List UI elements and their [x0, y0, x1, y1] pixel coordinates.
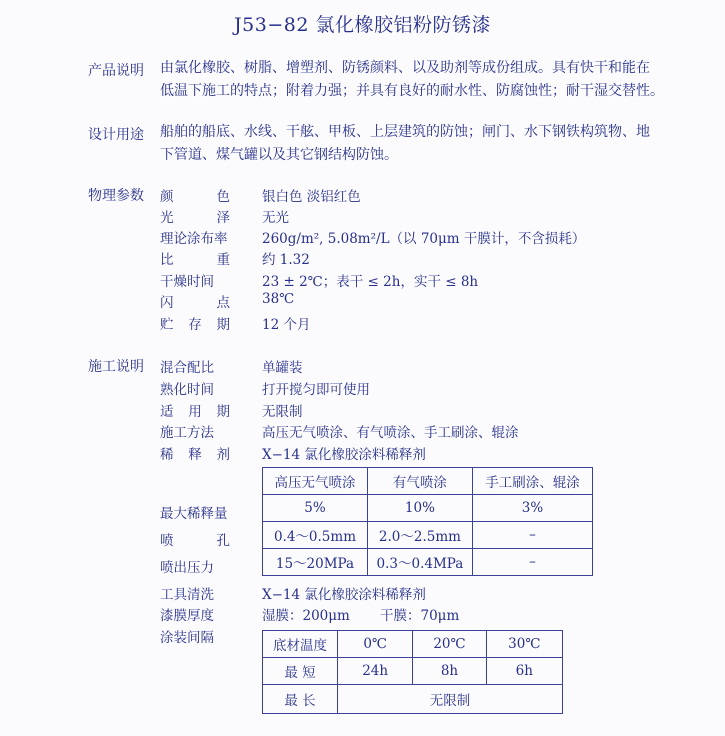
- interval-temp-0: 0℃: [338, 631, 413, 658]
- pressure-air-spray: 0.3～0.4MPa: [367, 549, 472, 576]
- app-label-tool-clean: 工具清洗: [160, 587, 214, 603]
- method-header-airless: 高压无气喷涂: [263, 468, 368, 495]
- app-value-film-wet: 湿膜：200μm: [262, 608, 350, 624]
- param-value-drying: 23 ± 2℃；表干 ≤ 2h，实干 ≤ 8h: [262, 274, 479, 290]
- app-value-induction: 打开搅匀即可使用: [262, 382, 370, 398]
- method-table-header-row: [263, 468, 593, 495]
- row-label-tip-size: 喷 孔: [160, 533, 230, 549]
- recoat-interval-table: [262, 630, 563, 714]
- interval-min-row: [263, 658, 563, 685]
- section-label-usage: 设计用途: [88, 127, 144, 143]
- method-table-row: [263, 549, 593, 576]
- app-label-film: 漆膜厚度: [160, 608, 214, 624]
- app-value-method: 高压无气喷涂、有气喷涂、手工刷涂、辊涂: [262, 425, 519, 441]
- param-value-color: 银白色 淡铝红色: [262, 189, 361, 205]
- param-label-color: 颜 色: [160, 189, 230, 205]
- interval-max-label: 最 长: [263, 685, 338, 714]
- document-title: J53−82 氯化橡胶铝粉防锈漆: [234, 14, 491, 36]
- interval-temp-30: 30℃: [486, 631, 562, 658]
- param-value-flash-point: 38℃: [262, 291, 295, 307]
- method-header-air-spray: 有气喷涂: [367, 468, 472, 495]
- interval-header-label: 底材温度: [263, 631, 338, 658]
- interval-max-row: [263, 685, 563, 714]
- interval-header-row: [263, 631, 563, 658]
- interval-min-20: 8h: [413, 658, 486, 685]
- interval-max-value: 无限制: [338, 685, 563, 714]
- usage-description: [160, 121, 665, 167]
- app-value-thinner: X−14 氯化橡胶涂料稀释剂: [262, 447, 426, 463]
- row-label-max-thinning: 最大稀释量: [160, 506, 228, 522]
- param-value-coverage: 260g/m², 5.08m²/L（以 70μm 干膜计，不含损耗）: [262, 231, 586, 247]
- app-value-tool-clean: X−14 氯化橡胶涂料稀释剂: [262, 587, 426, 603]
- section-label-physical: 物理参数: [88, 188, 144, 204]
- param-label-gloss: 光 泽: [160, 210, 230, 226]
- param-label-drying: 干燥时间: [160, 274, 214, 290]
- app-label-thinner: 稀 释 剂: [160, 447, 230, 463]
- method-header-brush-roller: 手工刷涂、辊涂: [472, 468, 592, 495]
- tip-size-airless: 0.4～0.5mm: [263, 522, 368, 549]
- product-line-2: 低温下施工的特点；附着力强；并具有良好的耐水性、防腐蚀性；耐干湿交替性。: [160, 83, 664, 99]
- param-label-density: 比 重: [160, 252, 230, 268]
- param-label-shelf-life: 贮 存 期: [160, 317, 230, 333]
- app-label-interval: 涂装间隔: [160, 630, 214, 646]
- product-line-1: 由氯化橡胶、树脂、增塑剂、防锈颜料、以及助剂等成份组成。具有快干和能在: [160, 60, 650, 76]
- section-label-application: 施工说明: [88, 359, 144, 375]
- interval-min-30: 6h: [486, 658, 562, 685]
- app-label-induction: 熟化时间: [160, 382, 214, 398]
- app-label-mix: 混合配比: [160, 360, 214, 376]
- section-label-product: 产品说明: [88, 63, 144, 79]
- param-value-shelf-life: 12 个月: [262, 317, 311, 333]
- product-description: [160, 57, 665, 103]
- pressure-airless: 15～20MPa: [263, 549, 368, 576]
- app-label-method: 施工方法: [160, 425, 214, 441]
- row-label-pressure: 喷出压力: [160, 560, 214, 576]
- param-label-coverage: 理论涂布率: [160, 231, 228, 247]
- app-value-film-dry: 干膜：70μm: [380, 608, 460, 624]
- app-label-pot-life: 适 用 期: [160, 404, 230, 420]
- interval-min-0: 24h: [338, 658, 413, 685]
- usage-line-2: 下管道、煤气罐以及其它钢结构防蚀。: [160, 147, 398, 163]
- param-label-flash-point: 闪 点: [160, 295, 230, 311]
- interval-min-label: 最 短: [263, 658, 338, 685]
- max-thinning-air-spray: 10%: [367, 495, 472, 522]
- tip-size-air-spray: 2.0～2.5mm: [367, 522, 472, 549]
- max-thinning-brush: 3%: [472, 495, 592, 522]
- method-table-row: [263, 495, 593, 522]
- app-value-mix: 单罐装: [262, 360, 303, 376]
- tip-size-brush: –: [472, 522, 592, 549]
- param-value-gloss: 无光: [262, 210, 289, 226]
- method-table-row: [263, 522, 593, 549]
- usage-line-1: 船舶的船底、水线、干舷、甲板、上层建筑的防蚀；闸门、水下钢铁构筑物、地: [160, 124, 650, 140]
- pressure-brush: –: [472, 549, 592, 576]
- max-thinning-airless: 5%: [263, 495, 368, 522]
- interval-temp-20: 20℃: [413, 631, 486, 658]
- application-method-table: [262, 467, 593, 576]
- app-value-pot-life: 无限制: [262, 404, 303, 420]
- param-value-density: 约 1.32: [262, 252, 310, 268]
